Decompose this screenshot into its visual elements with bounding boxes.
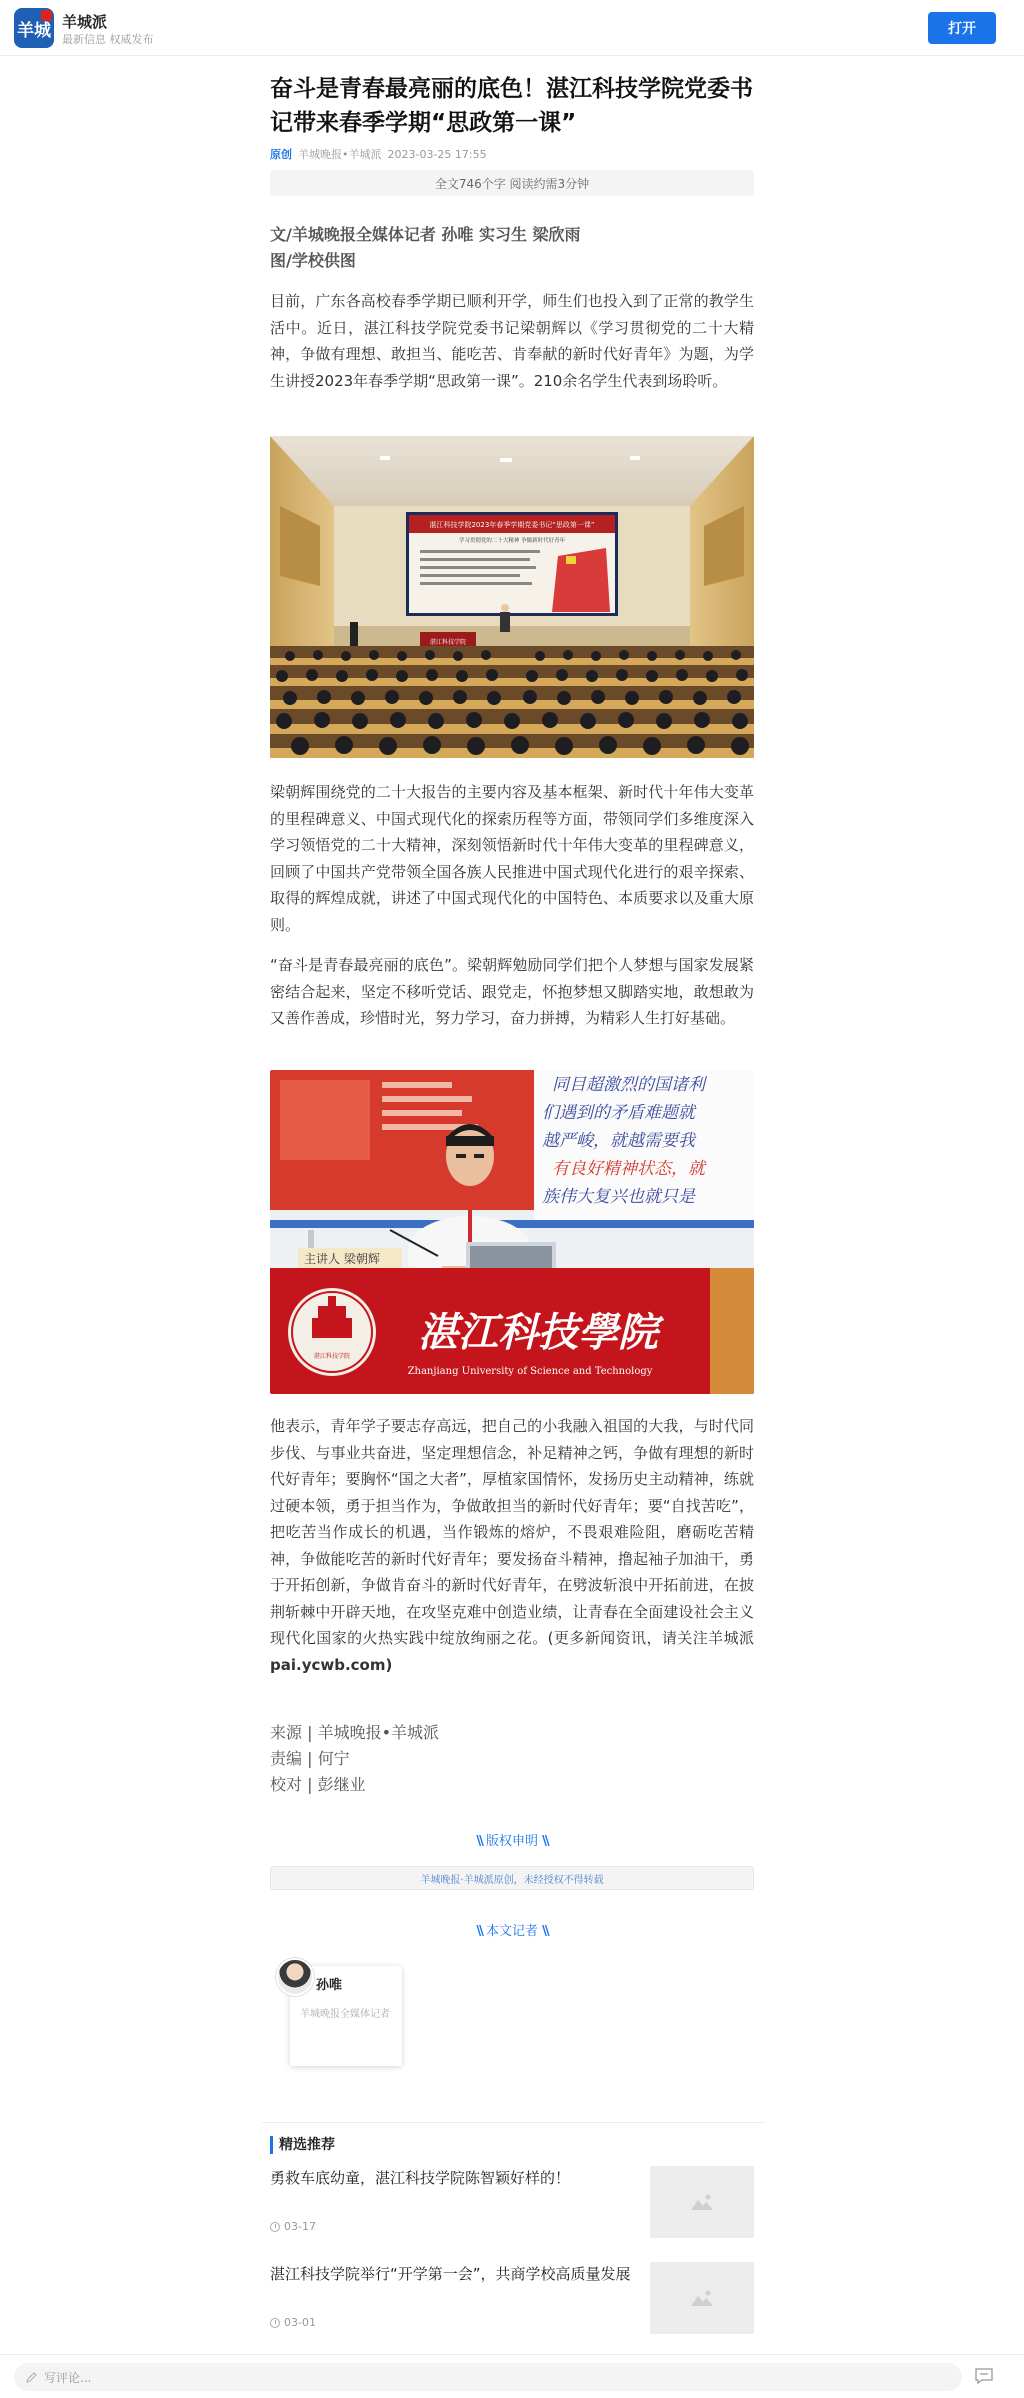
recommend-date-text: 03-01 — [284, 2316, 316, 2329]
reporter-name[interactable]: 孙唯 — [316, 1978, 343, 1993]
byline-author: 文/羊城晚报全媒体记者 孙唯 实习生 梁欣雨 — [270, 225, 581, 244]
open-app-button[interactable]: 打开 — [928, 12, 996, 44]
comment-icon[interactable] — [974, 2367, 994, 2385]
ycwb-link[interactable]: pai.ycwb.com) — [270, 1655, 393, 1674]
recommend-item[interactable] — [270, 2262, 754, 2336]
credit-editor: 责编 | 何宁 — [270, 1749, 350, 1768]
comment-placeholder: 写评论... — [44, 2370, 92, 2385]
byline-photo: 图/学校供图 — [270, 251, 356, 270]
comment-input[interactable] — [14, 2363, 962, 2391]
read-time-bar: 全文746个字 阅读约需3分钟 — [270, 170, 754, 196]
byline — [270, 222, 754, 274]
right-slash-icon: \\ — [542, 1924, 548, 1939]
left-slash-icon: \\ — [476, 1924, 482, 1939]
article-meta — [270, 146, 754, 162]
recommend-title[interactable]: 勇救车底幼童，湛江科技学院陈智颖好样的！ — [270, 2169, 571, 2187]
clock-icon — [270, 2222, 280, 2232]
recommend-heading: 精选推荐 — [270, 2136, 335, 2154]
recommend-title[interactable]: 湛江科技学院举行“开学第一会”，共商学校高质量发展 — [270, 2265, 631, 2283]
reporter-heading-label: 本文记者 — [485, 1924, 538, 1939]
paragraph-4-text: 他表示，青年学子要志存高远，把自己的小我融入祖国的大我，与时代同步伐、与事业共奋进，坚定理想信念，补足精神之钙，争做有理想的新时代好青年；要胸怀“国之大者”，厚植家国情怀，发扬历史主动精神，练就过硬本领，勇于担当作为，争做敢担当的新时代好青年；要“自找苦吃”，把吃苦当作成长的机遇，当作锻炼的熔炉，不畏艰难险阻，磨砺吃苦精神，争做能吃苦的新时代好青年；要发扬奋斗精神，撸起袖子加油干，勇于开拓创新，争做肯奋斗的新时代好青年，在劈波斩浪中开拓前进，在披荆斩棘中开辟天地，在攻坚克难中创造业绩，让青春在全面建设社会主义现代化国家的火热实践中绽放绚丽之花。(更多新闻资讯，请关注羊城派 — [270, 1417, 754, 1647]
lecture-hall-photo[interactable] — [270, 436, 754, 758]
section-divider — [262, 2122, 766, 2123]
recommend-date-text: 03-17 — [284, 2220, 316, 2233]
right-slash-icon: \\ — [542, 1834, 548, 1849]
board-line-2: 们遇到的矛盾难题就 — [542, 1103, 695, 1123]
board-line-4: 有良好精神状态，就 — [552, 1159, 705, 1179]
recommend-date — [270, 2220, 316, 2233]
credit-source: 来源 | 羊城晚报•羊城派 — [270, 1723, 440, 1742]
comment-bar — [0, 2354, 1024, 2398]
logo-red-mark — [41, 10, 52, 21]
board-line-3: 越严峻，就越需要我 — [542, 1131, 695, 1151]
app-name: 羊城派 — [62, 13, 108, 31]
school-seal-text: 湛江科技学院 — [313, 1353, 351, 1360]
school-name-cn: 湛江科技學院 — [418, 1309, 658, 1356]
board-line-1: 同目超激烈的国诸利 — [552, 1075, 705, 1095]
article-paragraph-3: “奋斗是青春最亮丽的底色”。梁朝辉勉励同学们把个人梦想与国家发展紧密结合起来，坚定不移听党话、跟党走，怀抱梦想又脚踏实地，敢想敢为又善作善成，珍惜时光，努力学习，奋力拼搏，为精彩人生打好基础。 — [270, 956, 754, 1027]
reporter-heading — [270, 1920, 754, 1939]
recommend-thumbnail[interactable] — [650, 2262, 754, 2334]
logo-text: 羊城 — [17, 20, 51, 41]
screen-subtitle-text: 学习贯彻党的二十大精神 争做新时代好青年 — [458, 538, 566, 544]
podium-text: 湛江科技学院 — [429, 639, 467, 646]
image-placeholder-icon — [689, 2192, 715, 2212]
article-credits — [270, 1720, 754, 1798]
copyright-heading — [270, 1830, 754, 1849]
copyright-notice: 羊城晚报·羊城派原创，未经授权不得转载 — [270, 1866, 754, 1890]
recommend-item[interactable] — [270, 2166, 754, 2240]
article-paragraph-2: 梁朝辉围绕党的二十大报告的主要内容及基本框架、新时代十年伟大变革的里程碑意义、中国式现代化的探索历程等方面，带领同学们多维度深入学习领悟党的二十大精神，深刻领悟新时代十年伟大变革的里程碑意义，回顾了中国共产党带领全国各族人民推进中国式现代化进行的艰辛探索、取得的辉煌成就，讲述了中国式现代化的中国特色、本质要求以及重大原则。 — [270, 783, 754, 934]
app-logo — [14, 8, 54, 48]
recommend-thumbnail[interactable] — [650, 2166, 754, 2238]
speaker-photo[interactable] — [270, 1070, 754, 1394]
article-paragraph-4 — [270, 1413, 754, 1678]
board-line-5: 族伟大复兴也就只是 — [542, 1187, 695, 1207]
clock-icon — [270, 2318, 280, 2328]
speaker-nameplate: 主讲人 梁朝辉 — [304, 1252, 380, 1266]
left-slash-icon: \\ — [476, 1834, 482, 1849]
image-placeholder-icon — [689, 2288, 715, 2308]
recommend-date — [270, 2316, 316, 2329]
copyright-heading-label: 版权申明 — [485, 1834, 538, 1849]
article-paragraph-1: 目前，广东各高校春季学期已顺利开学，师生们也投入到了正常的教学生活中。近日，湛江科技学院党委书记梁朝辉以《学习贯彻党的二十大精神，争做有理想、敢担当、能吃苦、肯奉献的新时代好青年》为题，为学生讲授2023年春季学期“思政第一课”。210余名学生代表到场聆听。 — [270, 292, 754, 390]
school-name-en: Zhanjiang University of Science and Technology — [407, 1366, 653, 1377]
reporter-avatar[interactable] — [276, 1958, 314, 1996]
article-datetime: 2023-03-25 17:55 — [387, 147, 487, 161]
app-slogan: 最新信息 权威发布 — [62, 33, 154, 46]
article-source: 羊城晚报•羊城派 — [298, 148, 382, 161]
screen-banner-text: 湛江科技学院2023年春季学期党委书记“思政第一课” — [429, 521, 595, 529]
credit-proofreader: 校对 | 彭继业 — [270, 1775, 366, 1794]
original-tag: 原创 — [270, 148, 292, 161]
reporter-description: 羊城晚报全媒体记者 — [300, 2009, 390, 2020]
pencil-icon — [26, 2371, 38, 2383]
app-banner — [0, 0, 1024, 56]
article-title: 奋斗是青春最亮丽的底色！湛江科技学院党委书记带来春季学期“思政第一课” — [270, 76, 753, 136]
